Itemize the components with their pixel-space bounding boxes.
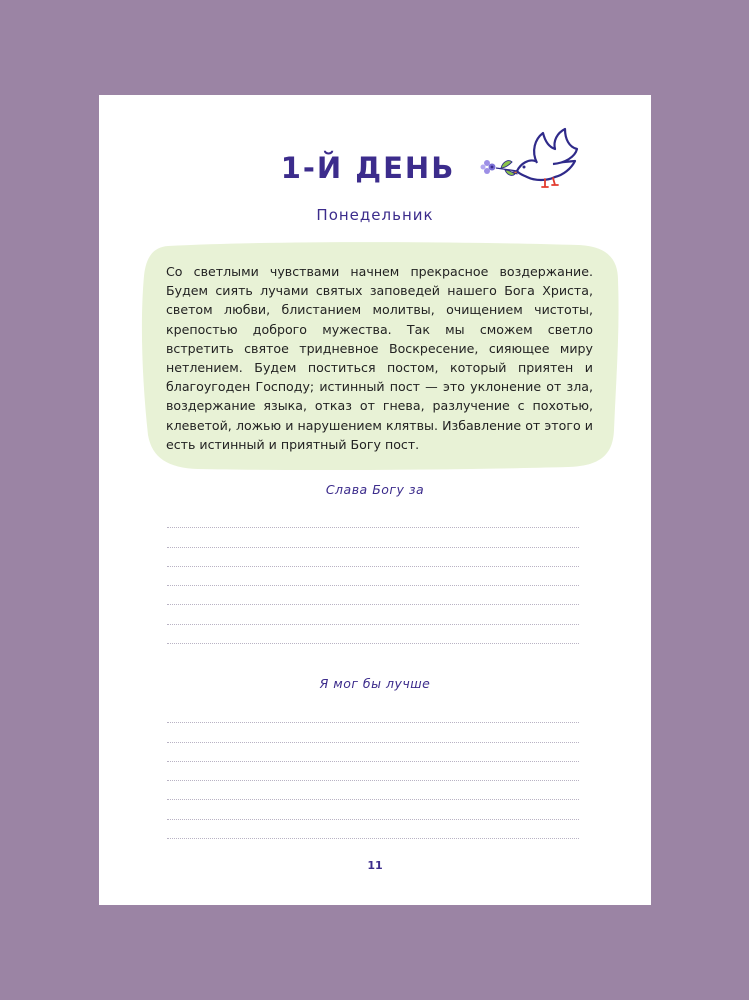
writing-line[interactable] — [167, 800, 579, 819]
writing-line[interactable] — [167, 781, 579, 800]
improve-lines[interactable] — [167, 704, 579, 839]
gratitude-label: Слава Богу за — [325, 482, 425, 497]
writing-line[interactable] — [167, 605, 579, 624]
day-title-text: 1-Й ДЕНЬ — [280, 151, 456, 185]
writing-line[interactable] — [167, 820, 579, 839]
writing-line[interactable] — [167, 762, 579, 781]
reading-text: Со светлыми чувствами начнем прекрасное воздержание. Будем сиять лучами святых заповедей нашего Бога Христа, светом любви, блистанием молитвы, очищением чистоты, крепостью доброго мужества. Так мы сможем светло встретить святое тридневное Воскресение, сияющее миру нетлением. Будем поститься постом, который приятен и благоугоден Господу; истинный пост — это уклонение от зла, воздержание языка, отказ от гнева, разлучение с похотью, клеветой, ложью и нарушением клятвы. Избавление от этого и есть истинный и приятный Богу пост. — [166, 264, 593, 452]
dove-icon — [512, 129, 577, 187]
writing-line[interactable] — [167, 723, 579, 742]
gratitude-lines[interactable] — [167, 509, 579, 644]
writing-line[interactable] — [167, 743, 579, 762]
dove-with-flower-icon — [479, 117, 599, 197]
improve-label: Я мог бы лучше — [319, 676, 431, 691]
writing-line[interactable] — [167, 625, 579, 644]
writing-line[interactable] — [167, 548, 579, 567]
book-page — [99, 95, 651, 905]
weekday-label: Понедельник — [316, 206, 434, 224]
writing-line[interactable] — [167, 704, 579, 723]
writing-line[interactable] — [167, 528, 579, 547]
writing-line[interactable] — [167, 586, 579, 605]
page-number: 11 — [367, 859, 383, 872]
writing-line[interactable] — [167, 567, 579, 586]
writing-line[interactable] — [167, 509, 579, 528]
flower-icon — [481, 160, 518, 175]
